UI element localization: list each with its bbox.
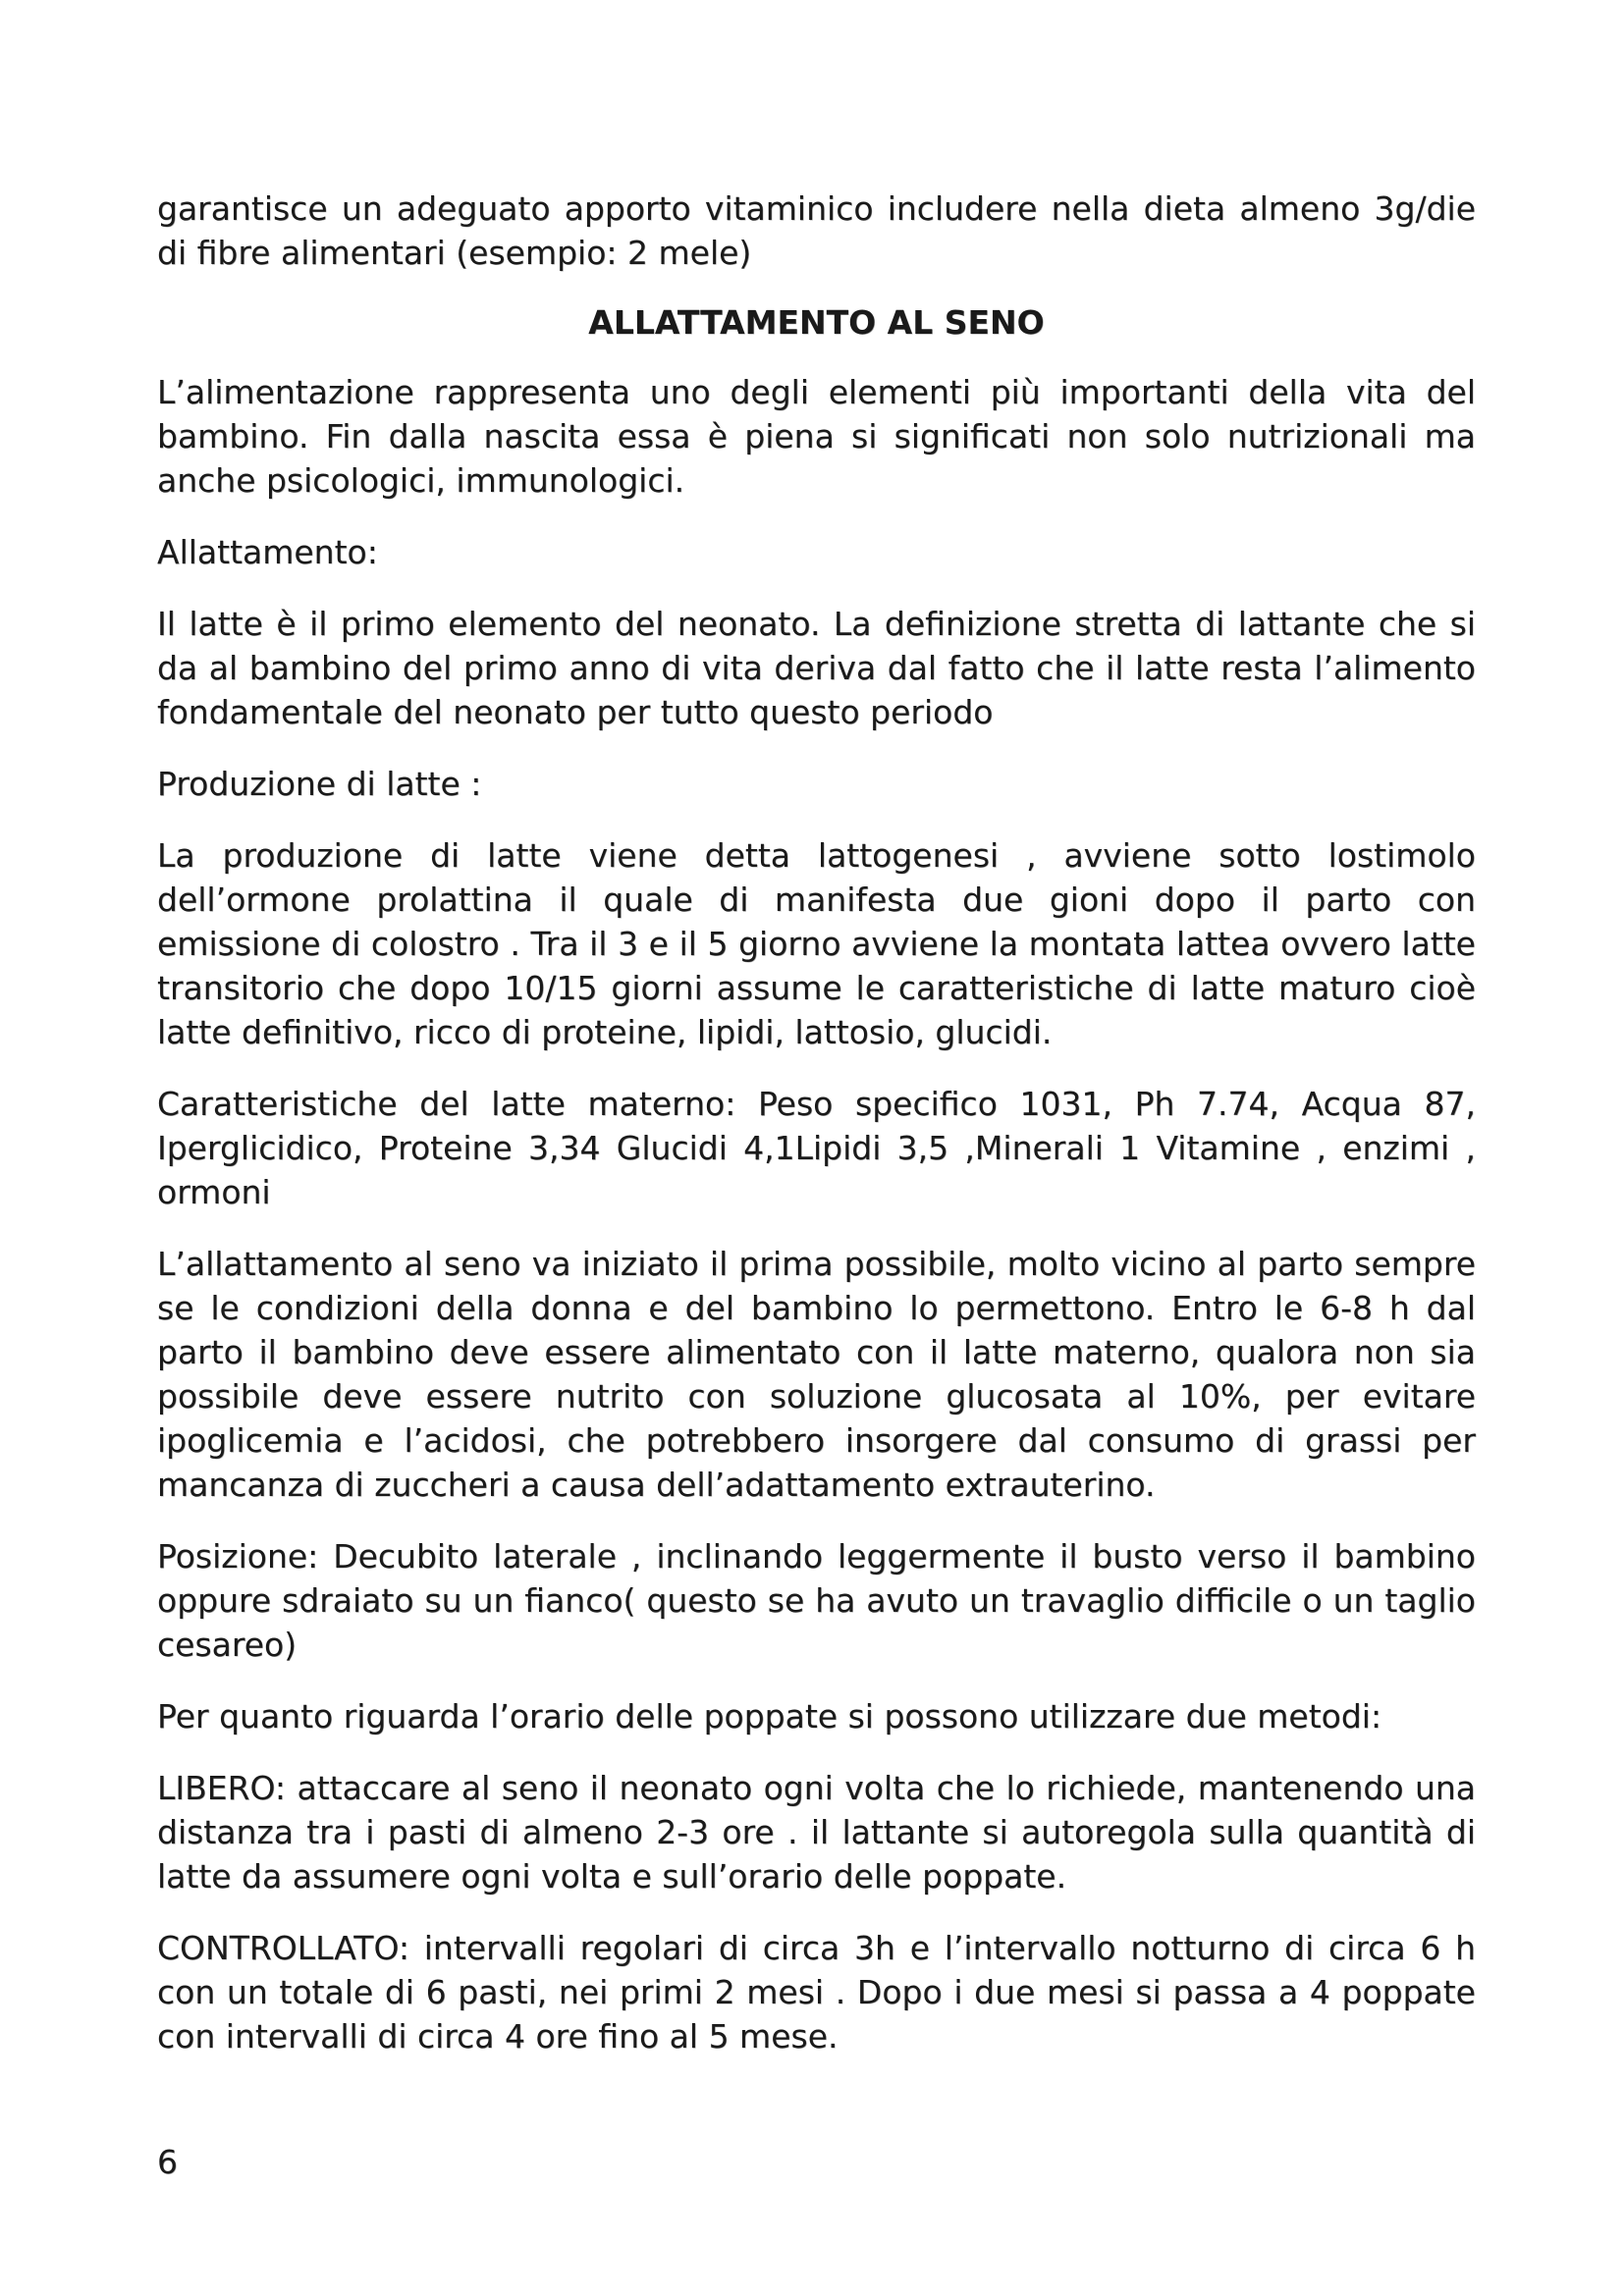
paragraph-libero: LIBERO: attaccare al seno il neonato ogni volta che lo richiede, mantenendo una distanza tra i pasti di almeno 2-3 ore . il lattante si autoregola sulla quantità di latte da assumere ogni volta e sull’orario delle poppate. — [157, 1769, 1476, 1896]
paragraph-caratteristiche: Caratteristiche del latte materno: Peso specifico 1031, Ph 7.74, Acqua 87, Iperglicidico, Proteine 3,34 Glucidi 4,1Lipidi 3,5 ,Minerali 1 Vitamine , enzimi , ormoni — [157, 1085, 1476, 1211]
paragraph-posizione: Posizione: Decubito laterale , inclinando leggermente il busto verso il bambino oppure sdraiato su un fianco( questo se ha avuto un travaglio difficile o un taglio cesareo) — [157, 1537, 1476, 1664]
paragraph-produzione-label: Produzione di latte : — [157, 765, 482, 803]
section-heading: ALLATTAMENTO AL SENO — [588, 303, 1045, 342]
document-page — [157, 187, 1476, 2086]
paragraph-alimentazione: L’alimentazione rappresenta uno degli elementi più importanti della vita del bambino. Fin dalla nascita essa è piena si significati non solo nutrizionali ma anche psicologici, immunologici. — [157, 373, 1476, 500]
paragraph-orario: Per quanto riguarda l’orario delle poppate si possono utilizzare due metodi: — [157, 1697, 1382, 1735]
paragraph-allattamento-label: Allattamento: — [157, 533, 378, 571]
page-number: 6 — [157, 2143, 178, 2181]
paragraph-intro: garantisce un adeguato apporto vitaminico includere nella dieta almeno 3g/die di fibre alimentari (esempio: 2 mele) — [157, 189, 1476, 272]
paragraph-produzione: La produzione di latte viene detta lattogenesi , avviene sotto lostimolo dell’ormone prolattina il quale di manifesta due gioni dopo il parto con emissione di colostro . Tra il 3 e il 5 giorno avviene la montata lattea ovvero latte transitorio che dopo 10/15 giorni assume le caratteristiche di latte maturo cioè latte definitivo, ricco di proteine, lipidi, lattosio, glucidi. — [157, 836, 1476, 1051]
paragraph-controllato: CONTROLLATO: intervalli regolari di circa 3h e l’intervallo notturno di circa 6 h con un totale di 6 pasti, nei primi 2 mesi . Dopo i due mesi si passa a 4 poppate con intervalli di circa 4 ore fino al 5 mese. — [157, 1929, 1476, 2056]
paragraph-allattamento-seno: L’allattamento al seno va iniziato il prima possibile, molto vicino al parto sempre se le condizioni della donna e del bambino lo permettono. Entro le 6-8 h dal parto il bambino deve essere alimentato con il latte materno, qualora non sia possibile deve essere nutrito con soluzione glucosata al 10%, per evitare ipoglicemia e l’acidosi, che potrebbero insorgere dal consumo di grassi per mancanza di zuccheri a causa dell’adattamento extrauterino. — [157, 1245, 1476, 1504]
paragraph-latte: Il latte è il primo elemento del neonato. La definizione stretta di lattante che si da al bambino del primo anno di vita deriva dal fatto che il latte resta l’alimento fondamentale del neonato per tutto questo periodo — [157, 605, 1476, 731]
